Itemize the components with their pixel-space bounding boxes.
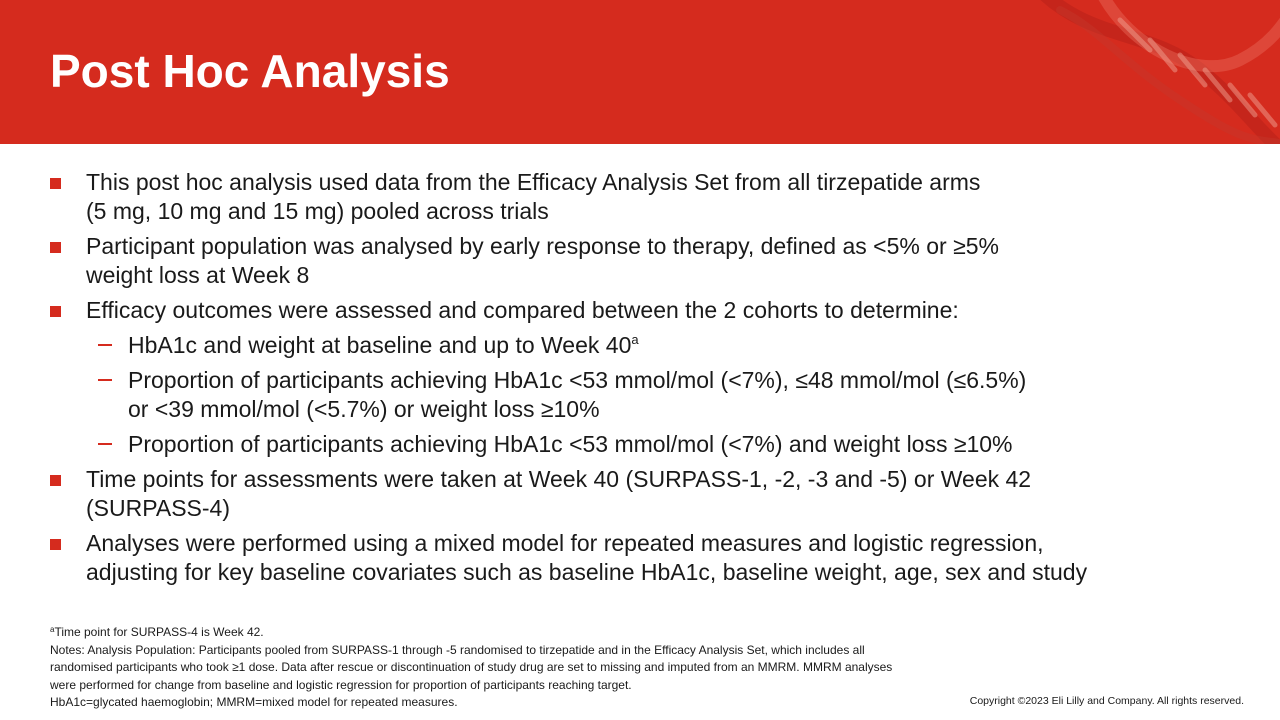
abbreviations-line: HbA1c=glycated haemoglobin; MMRM=mixed model for repeated measures. (50, 695, 458, 709)
bullet-text: Participant population was analysed by early response to therapy, defined as <5% or ≥5% (86, 233, 999, 259)
dash-icon (98, 344, 112, 346)
sub-bullet-text: HbA1c and weight at baseline and up to Week 40 (128, 332, 632, 358)
dna-helix-graphic (1000, 0, 1280, 144)
footnote-text: Time point for SURPASS-4 is Week 42. (54, 625, 264, 639)
bullet-square-icon (50, 539, 61, 550)
bullet-square-icon (50, 306, 61, 317)
bullet-text: Efficacy outcomes were assessed and compared between the 2 cohorts to determine: (86, 297, 959, 323)
footnotes (50, 624, 930, 712)
bullet-text: Analyses were performed using a mixed model for repeated measures and logistic regression, (86, 530, 1044, 556)
sub-bullet-text: Proportion of participants achieving HbA1c <53 mmol/mol (<7%) and weight loss ≥10% (128, 431, 1013, 457)
footnote-a (50, 624, 930, 642)
bullet-text: adjusting for key baseline covariates such as baseline HbA1c, baseline weight, age, sex and study (86, 559, 1088, 585)
bullet-item (50, 232, 1210, 290)
page-title: Post Hoc Analysis (50, 45, 450, 97)
bullet-item (50, 529, 1210, 587)
sub-bullet-text: or <39 mmol/mol (<5.7%) or weight loss ≥10% (128, 396, 600, 422)
bullet-item (50, 465, 1210, 523)
notes-line: were performed for change from baseline and logistic regression for proportion of participants reaching target. (50, 677, 632, 692)
bullet-text: Time points for assessments were taken at Week 40 (SURPASS-1, -2, -3 and -5) or Week 42 (86, 466, 1032, 492)
bullet-text: This post hoc analysis used data from the Efficacy Analysis Set from all tirzepatide arms (86, 169, 981, 195)
copyright-notice: Copyright ©2023 Eli Lilly and Company. All rights reserved. (969, 695, 1244, 707)
bullet-square-icon (50, 475, 61, 486)
bullet-item (50, 296, 1210, 325)
sub-bullet-item (50, 430, 1210, 459)
footnote-marker: a (50, 625, 55, 634)
dash-icon (98, 443, 112, 445)
bullet-list (50, 168, 1210, 593)
bullet-text: weight loss at Week 8 (86, 262, 310, 288)
bullet-square-icon (50, 178, 61, 189)
bullet-text: (SURPASS-4) (86, 495, 230, 521)
notes-line: randomised participants who took ≥1 dose. Data after rescue or discontinuation of study drug are set to missing and imputed from an MMRM. MMRM analyses (50, 660, 893, 674)
dash-icon (98, 379, 112, 381)
notes-line: Notes: Analysis Population: Participants pooled from SURPASS-1 through -5 randomised to tirzepatide and in the Efficacy Analysis Set, which includes all (50, 642, 865, 657)
bullet-text: (5 mg, 10 mg and 15 mg) pooled across trials (86, 198, 549, 224)
bullet-item (50, 168, 1210, 226)
sub-bullet-item (50, 366, 1210, 424)
title-banner (0, 0, 1280, 144)
bullet-square-icon (50, 242, 61, 253)
sub-bullet-text: Proportion of participants achieving HbA1c <53 mmol/mol (<7%), ≤48 mmol/mol (≤6.5%) (128, 367, 1027, 393)
footnote-marker: a (631, 332, 639, 347)
sub-bullet-item (50, 331, 1210, 360)
